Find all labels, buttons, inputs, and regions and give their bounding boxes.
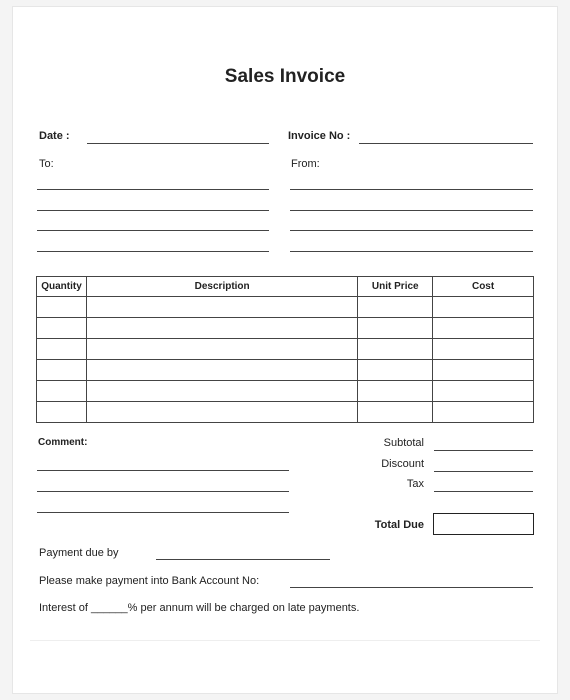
description-cell[interactable] [86, 381, 357, 402]
column-header-cost: Cost [433, 277, 534, 297]
table-row [37, 339, 534, 360]
from-label: From: [291, 158, 320, 170]
date-label: Date : [39, 130, 70, 142]
from-line-4[interactable] [290, 251, 533, 252]
line-items-table [36, 276, 534, 423]
interest-notice: Interest of ______% per annum will be charged on late payments. [39, 602, 360, 614]
table-row [37, 402, 534, 423]
cost-cell[interactable] [433, 381, 534, 402]
column-header-unit-price: Unit Price [358, 277, 433, 297]
description-cell[interactable] [86, 360, 357, 381]
subtotal-field[interactable] [434, 450, 533, 451]
cost-cell[interactable] [433, 318, 534, 339]
tax-field[interactable] [434, 491, 533, 492]
unit-price-cell[interactable] [358, 318, 433, 339]
to-line-2[interactable] [37, 210, 269, 211]
unit-price-cell[interactable] [358, 381, 433, 402]
invoice-title: Sales Invoice [224, 66, 346, 87]
column-header-quantity: Quantity [37, 277, 87, 297]
quantity-cell[interactable] [37, 339, 87, 360]
from-line-1[interactable] [290, 189, 533, 190]
table-header-row [37, 277, 534, 297]
cost-cell[interactable] [433, 360, 534, 381]
invoice-number-field[interactable] [359, 143, 533, 144]
table-row [37, 360, 534, 381]
discount-field[interactable] [434, 471, 533, 472]
table-row [37, 381, 534, 402]
unit-price-cell[interactable] [358, 297, 433, 318]
comment-line-1[interactable] [37, 470, 289, 471]
invoice-number-label: Invoice No : [288, 130, 351, 142]
to-label: To: [39, 158, 54, 170]
bottom-divider [30, 640, 540, 641]
comment-line-2[interactable] [37, 491, 289, 492]
quantity-cell[interactable] [37, 381, 87, 402]
from-line-3[interactable] [290, 230, 533, 231]
description-cell[interactable] [86, 297, 357, 318]
comment-line-3[interactable] [37, 512, 289, 513]
unit-price-cell[interactable] [358, 360, 433, 381]
to-line-3[interactable] [37, 230, 269, 231]
quantity-cell[interactable] [37, 402, 87, 423]
discount-label: Discount [381, 458, 424, 470]
quantity-cell[interactable] [37, 297, 87, 318]
column-header-description: Description [86, 277, 357, 297]
from-line-2[interactable] [290, 210, 533, 211]
unit-price-cell[interactable] [358, 402, 433, 423]
cost-cell[interactable] [433, 297, 534, 318]
description-cell[interactable] [86, 318, 357, 339]
unit-price-cell[interactable] [358, 339, 433, 360]
payment-due-label: Payment due by [39, 547, 119, 559]
total-due-label: Total Due [374, 519, 424, 531]
description-cell[interactable] [86, 339, 357, 360]
to-line-1[interactable] [37, 189, 269, 190]
bank-account-label: Please make payment into Bank Account No: [39, 575, 260, 587]
to-line-4[interactable] [37, 251, 269, 252]
table-row [37, 318, 534, 339]
total-due-field[interactable] [433, 513, 534, 535]
description-cell[interactable] [86, 402, 357, 423]
subtotal-label: Subtotal [383, 437, 424, 449]
quantity-cell[interactable] [37, 318, 87, 339]
table-row [37, 297, 534, 318]
cost-cell[interactable] [433, 402, 534, 423]
bank-account-field[interactable] [290, 587, 533, 588]
comment-label: Comment: [38, 437, 88, 448]
payment-due-field[interactable] [156, 559, 330, 560]
date-field[interactable] [87, 143, 269, 144]
tax-label: Tax [406, 478, 424, 490]
quantity-cell[interactable] [37, 360, 87, 381]
cost-cell[interactable] [433, 339, 534, 360]
